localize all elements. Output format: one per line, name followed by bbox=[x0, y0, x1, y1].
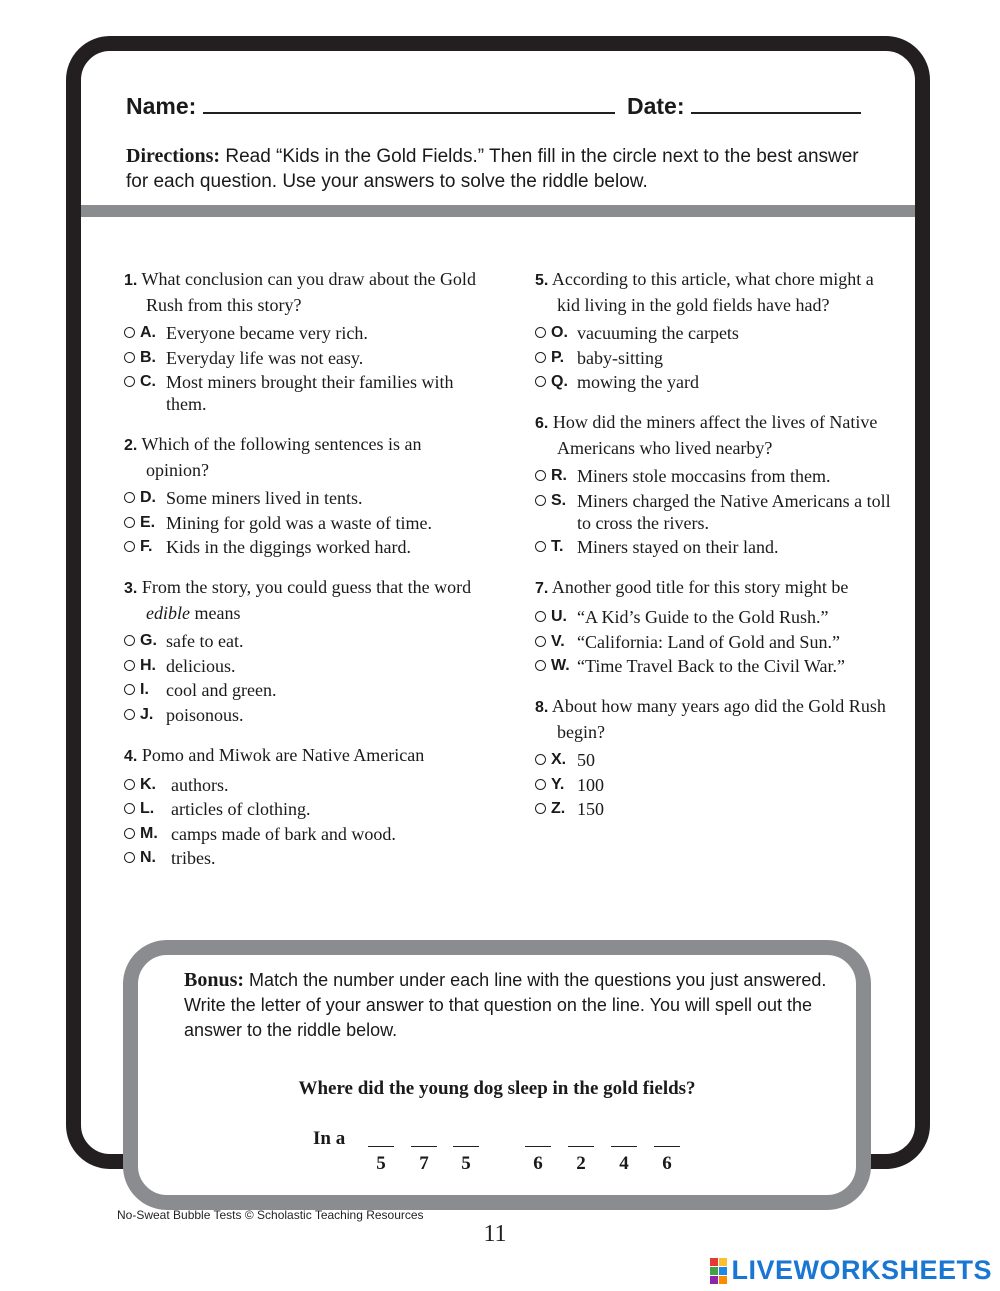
option-text: Miners stayed on their land. bbox=[577, 537, 779, 557]
option-letter: K. bbox=[140, 775, 156, 793]
option-letter: R. bbox=[551, 467, 567, 484]
option-letter: U. bbox=[551, 608, 567, 625]
answer-bubble[interactable] bbox=[535, 803, 546, 814]
name-field[interactable] bbox=[203, 92, 615, 114]
answer-slot[interactable] bbox=[653, 1126, 681, 1175]
option-c[interactable] bbox=[124, 371, 484, 415]
option-letter: A. bbox=[140, 324, 156, 341]
option-text: Some miners lived in tents. bbox=[166, 488, 363, 508]
question-prompt: Which of the following sentences is an opinion? bbox=[141, 434, 422, 480]
option-letter: C. bbox=[140, 373, 156, 390]
answer-slot[interactable] bbox=[567, 1126, 595, 1175]
option-letter: O. bbox=[551, 324, 568, 341]
answer-bubble[interactable] bbox=[535, 495, 546, 506]
answer-prefix: In a bbox=[313, 1128, 346, 1149]
option-letter: F. bbox=[140, 538, 153, 555]
option-m[interactable] bbox=[124, 823, 484, 845]
answer-bubble[interactable] bbox=[124, 327, 135, 338]
option-letter: B. bbox=[140, 348, 156, 366]
questions-right-column bbox=[535, 267, 895, 837]
slot-number: 6 bbox=[533, 1153, 543, 1174]
question-number: 8. bbox=[535, 699, 549, 716]
option-text: 150 bbox=[577, 799, 604, 819]
bonus-text: Match the number under each line with the questions you just answered. Write the letter of your answer to that question on the line. You will spell out the answer to the riddle below. bbox=[184, 970, 827, 1040]
answer-bubble[interactable] bbox=[124, 803, 135, 814]
answer-bubble[interactable] bbox=[124, 828, 135, 839]
question-prompt: About how many years ago did the Gold Rush begin? bbox=[551, 696, 886, 742]
bonus-instructions bbox=[184, 968, 834, 1043]
option-z[interactable] bbox=[535, 798, 895, 820]
option-text: baby-sitting bbox=[577, 347, 663, 368]
option-letter: W. bbox=[551, 657, 570, 674]
option-letter: D. bbox=[140, 489, 156, 506]
riddle-answer-row bbox=[313, 1126, 733, 1186]
option-i[interactable] bbox=[124, 679, 484, 701]
question-prompt: According to this article, what chore might a kid living in the gold fields have had? bbox=[551, 269, 874, 315]
question-3 bbox=[124, 575, 484, 726]
question-number: 3. bbox=[124, 580, 138, 597]
option-text: “Time Travel Back to the Civil War.” bbox=[577, 656, 846, 676]
answer-bubble[interactable] bbox=[535, 541, 546, 552]
answer-slot[interactable] bbox=[610, 1126, 638, 1175]
answer-bubble[interactable] bbox=[124, 684, 135, 695]
option-j[interactable] bbox=[124, 704, 484, 726]
option-text: poisonous. bbox=[166, 704, 244, 725]
option-h[interactable] bbox=[124, 655, 484, 677]
riddle-question: Where did the young dog sleep in the gold fields? bbox=[298, 1078, 696, 1099]
question-2 bbox=[124, 432, 484, 558]
answer-bubble[interactable] bbox=[124, 352, 135, 363]
question-text bbox=[535, 575, 895, 601]
question-text bbox=[535, 410, 895, 460]
option-w[interactable] bbox=[535, 655, 895, 677]
answer-bubble[interactable] bbox=[124, 852, 135, 863]
header-divider bbox=[81, 205, 915, 217]
option-g[interactable] bbox=[124, 630, 484, 652]
answer-line[interactable] bbox=[568, 1126, 594, 1147]
answer-bubble[interactable] bbox=[124, 660, 135, 671]
option-text: “California: Land of Gold and Sun.” bbox=[577, 631, 840, 652]
question-4 bbox=[124, 743, 484, 870]
option-letter: V. bbox=[551, 632, 565, 650]
option-text: Everyone became very rich. bbox=[166, 323, 368, 343]
option-a[interactable] bbox=[124, 322, 484, 344]
option-text: Miners charged the Native Americans a toll to cross the rivers. bbox=[577, 490, 891, 533]
option-n[interactable] bbox=[124, 847, 484, 869]
answer-bubble[interactable] bbox=[535, 327, 546, 338]
option-letter: P. bbox=[551, 348, 565, 366]
question-prompt: From the story, you could guess that the word bbox=[141, 577, 472, 597]
answer-bubble[interactable] bbox=[124, 492, 135, 503]
option-text: Everyday life was not easy. bbox=[166, 347, 364, 368]
slot-number: 5 bbox=[376, 1153, 386, 1174]
option-text: Kids in the diggings worked hard. bbox=[166, 537, 411, 557]
answer-slot[interactable] bbox=[410, 1126, 438, 1175]
date-label: Date: bbox=[627, 93, 685, 119]
answer-bubble[interactable] bbox=[535, 779, 546, 790]
option-letter: H. bbox=[140, 656, 156, 674]
question-prompt: Another good title for this story might be bbox=[551, 577, 849, 597]
slot-number: 5 bbox=[461, 1153, 471, 1174]
option-letter: Q. bbox=[551, 373, 568, 390]
question-text bbox=[124, 432, 484, 482]
answer-slot[interactable] bbox=[452, 1126, 480, 1175]
option-text: cool and green. bbox=[166, 680, 277, 700]
date-field[interactable] bbox=[691, 92, 861, 114]
question-text bbox=[124, 267, 484, 317]
option-text: mowing the yard bbox=[577, 372, 699, 392]
question-7 bbox=[535, 575, 895, 677]
option-text: camps made of bark and wood. bbox=[171, 823, 396, 844]
option-y[interactable] bbox=[535, 774, 895, 796]
option-f[interactable] bbox=[124, 536, 484, 558]
option-b[interactable] bbox=[124, 347, 484, 369]
answer-line[interactable] bbox=[611, 1126, 637, 1147]
answer-bubble[interactable] bbox=[124, 635, 135, 646]
option-text: vacuuming the carpets bbox=[577, 323, 739, 343]
slot-number: 4 bbox=[619, 1153, 629, 1174]
date-row bbox=[627, 92, 861, 120]
question-prompt: Pomo and Miwok are Native American bbox=[141, 744, 425, 765]
answer-bubble[interactable] bbox=[535, 352, 546, 363]
option-letter: S. bbox=[551, 491, 567, 509]
option-letter: E. bbox=[140, 513, 156, 531]
option-s[interactable] bbox=[535, 490, 895, 534]
option-text: 50 bbox=[577, 750, 595, 770]
option-text: safe to eat. bbox=[166, 631, 244, 651]
slot-number: 6 bbox=[662, 1153, 672, 1174]
option-k[interactable] bbox=[124, 774, 484, 796]
option-u[interactable] bbox=[535, 606, 895, 628]
questions-left-column bbox=[124, 267, 484, 886]
logo-blocks-icon bbox=[710, 1258, 727, 1284]
answer-bubble[interactable] bbox=[124, 517, 135, 528]
question-text bbox=[535, 267, 895, 317]
option-v[interactable] bbox=[535, 631, 895, 653]
answer-line[interactable] bbox=[368, 1126, 394, 1147]
answer-bubble[interactable] bbox=[535, 754, 546, 765]
question-1 bbox=[124, 267, 484, 415]
option-letter: M. bbox=[140, 824, 158, 842]
option-t[interactable] bbox=[535, 536, 895, 558]
answer-bubble[interactable] bbox=[535, 636, 546, 647]
option-text: Most miners brought their families with them. bbox=[166, 372, 454, 414]
option-e[interactable] bbox=[124, 512, 484, 534]
option-l[interactable] bbox=[124, 798, 484, 820]
question-text bbox=[535, 694, 895, 744]
option-letter: T. bbox=[551, 538, 564, 555]
option-letter: I. bbox=[140, 681, 149, 698]
option-text: articles of clothing. bbox=[171, 799, 311, 819]
option-text: tribes. bbox=[171, 848, 216, 868]
option-letter: Z. bbox=[551, 800, 566, 817]
option-letter: L. bbox=[140, 800, 155, 817]
option-d[interactable] bbox=[124, 487, 484, 509]
question-number: 7. bbox=[535, 580, 549, 597]
question-number: 2. bbox=[124, 437, 138, 454]
option-q[interactable] bbox=[535, 371, 895, 393]
option-letter: J. bbox=[140, 705, 154, 723]
copyright-credit: No-Sweat Bubble Tests © Scholastic Teaching Resources bbox=[117, 1208, 424, 1222]
answer-bubble[interactable] bbox=[124, 779, 135, 790]
option-x[interactable] bbox=[535, 749, 895, 771]
logo-text: LIVEWORKSHEETS bbox=[731, 1255, 992, 1285]
answer-bubble[interactable] bbox=[124, 541, 135, 552]
question-6 bbox=[535, 410, 895, 558]
bonus-lead: Bonus: bbox=[184, 969, 245, 991]
option-text: Mining for gold was a waste of time. bbox=[166, 512, 432, 533]
option-text: “A Kid’s Guide to the Gold Rush.” bbox=[577, 607, 829, 627]
option-letter: Y. bbox=[551, 775, 565, 793]
answer-bubble[interactable] bbox=[535, 660, 546, 671]
directions-text: Read “Kids in the Gold Fields.” Then fill in the circle next to the best answer for each question. Use your answers to solve the riddle below. bbox=[126, 146, 859, 192]
option-text: delicious. bbox=[166, 655, 236, 676]
option-text: Miners stole moccasins from them. bbox=[577, 466, 831, 486]
question-number: 6. bbox=[535, 415, 549, 432]
question-number: 5. bbox=[535, 272, 549, 289]
answer-line[interactable] bbox=[411, 1126, 437, 1147]
slot-number: 2 bbox=[576, 1153, 586, 1174]
answer-slot[interactable] bbox=[524, 1126, 552, 1175]
answer-bubble[interactable] bbox=[124, 376, 135, 387]
answer-bubble[interactable] bbox=[535, 376, 546, 387]
option-letter: G. bbox=[140, 632, 157, 649]
option-o[interactable] bbox=[535, 322, 895, 344]
directions-lead: Directions: bbox=[126, 145, 221, 167]
question-text bbox=[124, 743, 484, 769]
answer-bubble[interactable] bbox=[535, 611, 546, 622]
name-label: Name: bbox=[126, 93, 197, 119]
question-prompt: How did the miners affect the lives of Native Americans who lived nearby? bbox=[552, 412, 878, 458]
answer-line[interactable] bbox=[525, 1126, 551, 1147]
option-letter: X. bbox=[551, 751, 567, 768]
answer-line[interactable] bbox=[654, 1126, 680, 1147]
slot-number: 7 bbox=[419, 1153, 429, 1174]
question-number: 4. bbox=[124, 747, 138, 765]
option-text: 100 bbox=[577, 774, 604, 795]
page-number: 11 bbox=[483, 1221, 507, 1247]
answer-line[interactable] bbox=[453, 1126, 479, 1147]
option-letter: N. bbox=[140, 849, 156, 866]
option-r[interactable] bbox=[535, 465, 895, 487]
answer-bubble[interactable] bbox=[124, 709, 135, 720]
liveworksheets-logo bbox=[710, 1255, 992, 1286]
question-prompt: What conclusion can you draw about the Gold Rush from this story? bbox=[141, 269, 476, 315]
question-emphasis: edible bbox=[146, 603, 190, 623]
question-8 bbox=[535, 694, 895, 820]
option-text: authors. bbox=[171, 774, 229, 795]
directions bbox=[126, 144, 886, 194]
name-row bbox=[126, 92, 615, 120]
question-number: 1. bbox=[124, 272, 138, 289]
question-5 bbox=[535, 267, 895, 393]
option-p[interactable] bbox=[535, 347, 895, 369]
question-text bbox=[124, 575, 484, 625]
question-prompt-end: means bbox=[189, 603, 241, 623]
answer-bubble[interactable] bbox=[535, 470, 546, 481]
answer-slot[interactable] bbox=[367, 1126, 395, 1175]
